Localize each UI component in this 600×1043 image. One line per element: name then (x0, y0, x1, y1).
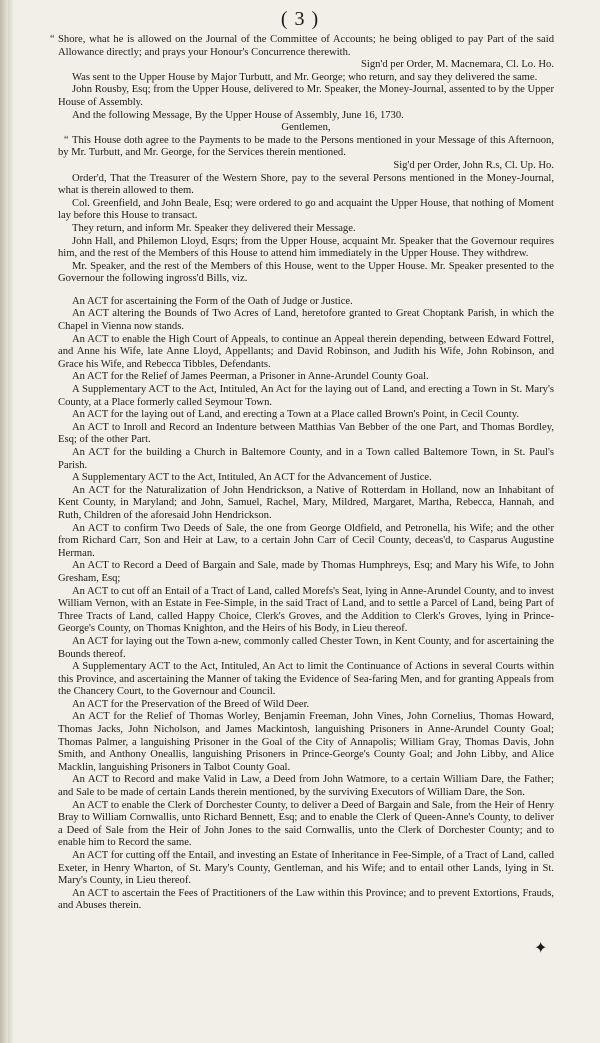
paragraph: They return, and inform Mr. Speaker they delivered their Message. (72, 222, 356, 234)
paragraph: An ACT for the Relief of James Peerman, a Prisoner in Anne-Arundel County Goal. (72, 371, 429, 383)
paragraph: John Hall, and Philemon Lloyd, Esqrs; from the Upper House, acquaint Mr. Speaker that the Governour requires him, and the rest of the Members of this House to attend him immediately in the Upper House. They withdrew. (58, 235, 554, 260)
paragraph: Sig'd per Order, John R.s, Cl. Up. Ho. (393, 159, 554, 171)
page-left-edge-shadow (0, 0, 8, 1043)
paragraph: “ Shore, what he is allowed on the Journal of the Committee of Accounts; he being obliged to pay Part of the said Allowance directly; and prays your Honour's Concurrence therewith. (58, 34, 554, 59)
paragraph: An ACT for the building a Church in Baltemore County, and in a Town called Baltemore Town, in St. Paul's Parish. (58, 447, 554, 471)
paragraph: An ACT to ascertain the Fees of Practitioners of the Law within this Province; and to prevent Extortions, Frauds, and Abuses therein. (58, 887, 554, 912)
journal-text (58, 34, 554, 913)
paragraph: Sign'd per Order, M. Macnemara, Cl. Lo. Ho. (360, 59, 554, 71)
paragraph: An ACT for laying out the Town a-new, commonly called Chester Town, in Kent County, and for ascertaining the Bounds thereof. (58, 635, 554, 660)
paragraph: An ACT to cut off an Entail of a Tract of Land, called Morefs's Seat, lying in Anne-Arundel County, and to invest William Vernon, with an Estate in Fee-Simple, in the said Tract of Land, and to settle a Parcel of Land, being Part of Three Tracts of Land, called Happy Choice, Clerk's Groves, and the Addition to Clerk's Groves, lying in Prince-George's County, on Thomas Knighton, and the Heirs of his Body, in Lieu thereof. (58, 585, 554, 635)
paragraph: An ACT for the Preservation of the Breed of Wild Deer. (72, 698, 310, 710)
paragraph: Order'd, That the Treasurer of the Western Shore, pay to the several Persons mentioned in the Money-Journal, what is therein allowed to them. (58, 172, 554, 197)
paragraph: “ This House doth agree to the Payments to be made to the Persons mentioned in your Message of this Afternoon, by Mr. Turbutt, and Mr. George, for the Services therein mentioned. (58, 135, 554, 160)
page-fold (8, 0, 14, 1043)
paragraph: An ACT altering the Bounds of Two Acres of Land, heretofore granted to Great Choptank Parish, in which the Chapel in Vienna now stands. (58, 308, 554, 333)
paragraph: An ACT for the laying out of Land, and erecting a Town at a Place called Brown's Point, in Cecil County. (72, 409, 519, 421)
paragraph: John Rousby, Esq; from the Upper House, delivered to Mr. Speaker, the Money-Journal, assented to by the Upper House of Assembly. (58, 84, 554, 108)
paragraph: An ACT to enable the High Court of Appeals, to continue an Appeal therein depending, between Edward Fottrel, and Anne his Wife, late Anne Lloyd, Appellants; and David Robinson, and Judith his Wife, John Robinson, and Grace his Wife, and Rebecca Tibbles, Defendants. (58, 333, 554, 370)
paragraph: An ACT to Inroll and Record an Indenture between Matthias Van Bebber of the one Part, and Thomas Bordley, Esq; of the other Part. (58, 421, 554, 446)
paragraph: An ACT to enable the Clerk of Dorchester County, to deliver a Deed of Bargain and Sale, from the Heir of Henry Bray to William Cornwallis, unto Richard Bennett, Esq; and to enable the Clerk of Queen-Anne's County, to deliver a Deed of Sale from the Heir of John Jones to the said Cornwallis, unto the Clerk of Dorchester County; and to enable him to Record the same. (58, 799, 554, 849)
paragraph: And the following Message, By the Upper House of Assembly, June 16, 1730. (72, 109, 404, 121)
paragraph: Col. Greenfield, and John Beale, Esq; were ordered to go and acquaint the Upper House, that nothing of Moment lay before this House to transact. (58, 197, 554, 222)
paragraph: An ACT for ascertaining the Form of the Oath of Judge or Justice. (72, 295, 353, 307)
paragraph: An ACT for the Relief of Thomas Worley, Benjamin Freeman, John Vines, John Cornelius, Thomas Howard, Thomas Jacks, John Nicholson, and James Mackintosh, languishing Prisoners in Anne-Arundel County Goal; Thomas Palmer, a languishing Prisoner in the Goal of the City of Annapolis; William Gray, Thomas Davis, John Smith, and Anthony Oneallis, languishing Prisoners in Prince-George's County Goal; and John Libby, and Alice Macklin, languishing Prisoners in Talbot County Goal. (58, 711, 554, 773)
printer-ornament-mark: ✦ (534, 940, 548, 957)
paragraph: An ACT for cutting off the Entail, and investing an Estate of Inheritance in Fee-Simple, of a Tract of Land, called Exeter, in Henry Wharton, of St. Mary's County, Gentleman, and his Wife; and to entail other Lands, lying in St. Mary's County, in Lieu thereof. (58, 850, 554, 887)
paragraph: An ACT for the Naturalization of John Hendrickson, a Native of Rotterdam in Holland, now an Inhabitant of Kent County, in Maryland; and John, Samuel, Rachel, Mary, Mildred, Margaret, Martha, Rebecca, Hannah, and Ruth, Children of the aforesaid John Hendrickson. (58, 484, 554, 521)
page-number: ( 3 ) (280, 8, 320, 30)
paragraph: A Supplementary ACT to the Act, Intituled, An Act to limit the Continuance of Actions in several Courts within this Province, and ascertaining the Manner of taking the Evidence of Sea-faring Men, and for granting Appeals from the Chancery Court, to the Governour and Council. (58, 661, 554, 698)
paragraph: An ACT to confirm Two Deeds of Sale, the one from George Oldfield, and Petronella, his Wife; and the other from Richard Carr, Son and Heir at Law, to a certain John Carr of Cecil County, deceas'd, to Casparus Augustine Herman. (58, 522, 554, 559)
paragraph: Gentlemen, (281, 122, 331, 134)
paragraph: Was sent to the Upper House by Major Turbutt, and Mr. George; who return, and say they delivered the same. (72, 71, 538, 83)
paragraph-gap (58, 286, 554, 296)
paragraph: An ACT to Record and make Valid in Law, a Deed from John Watmore, to a certain William Dare, the Father; and Sale to be made of certain Lands therein mentioned, by the surviving Executors of William Dare, the Son. (58, 774, 554, 799)
paragraph: An ACT to Record a Deed of Bargain and Sale, made by Thomas Humphreys, Esq; and Mary his Wife, to John Gresham, Esq; (58, 560, 554, 584)
paragraph: A Supplementary ACT to the Act, Intituled, An Act for the laying out of Land, and erecting a Town in St. Mary's County, at a Place formerly called Seymour Town. (58, 384, 554, 408)
paragraph: A Supplementary ACT to the Act, Intituled, An ACT for the Advancement of Justice. (72, 472, 432, 484)
paragraph: Mr. Speaker, and the rest of the Members of this House, went to the Upper House. Mr. Speaker presented to the Governour the following ingross'd Bills, viz. (58, 260, 554, 285)
